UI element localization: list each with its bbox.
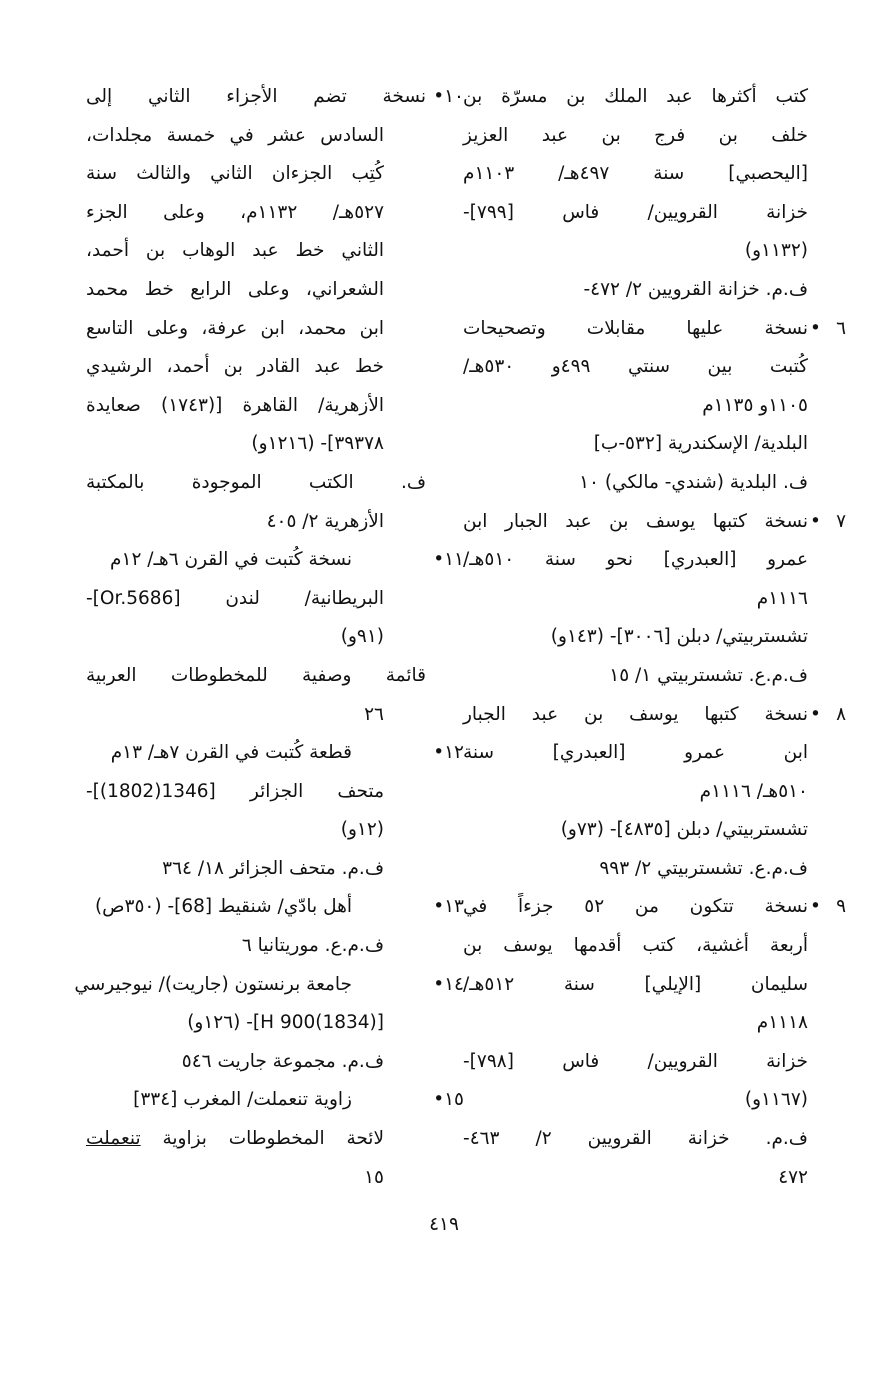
text-line — [463, 117, 808, 156]
text-line — [463, 1004, 808, 1043]
line-text: تشستربيتي/ دبلن [٣٠٠٦]- (١٤٣و) — [550, 626, 808, 648]
text-line — [463, 618, 808, 657]
line-text: ٢٦ — [364, 703, 384, 725]
text-line — [86, 348, 426, 387]
text-line — [463, 734, 808, 773]
line-text: كتب أكثرها عبد الملك بن مسرّة بن — [463, 86, 808, 107]
entry-number: ١٥• — [433, 1089, 464, 1111]
text-line — [463, 850, 808, 889]
line-text: ٣٩٣٧٨]- (١٢١٦و) — [251, 433, 384, 455]
line-text: جامعة برنستون (جاريت)/ نيوجيرسي — [74, 973, 352, 995]
text-line — [463, 78, 808, 117]
text-line — [86, 696, 426, 735]
line-text: (١١٦٧و) — [744, 1089, 808, 1111]
entry-number: ١٠• — [433, 86, 464, 107]
text-line — [86, 657, 426, 696]
line-text: ف.م. خزانة القرويين ٢/ ٤٦٣- — [463, 1128, 808, 1150]
text-line — [86, 734, 464, 773]
text-line — [86, 464, 426, 503]
line-text: الشعراني، وعلى الرابع خط محمد — [86, 278, 384, 300]
line-text: (١١٣٢و) — [744, 240, 808, 262]
text-line — [86, 541, 464, 580]
entry-number: ١١• — [433, 549, 464, 571]
line-text: كُتِب الجزءان الثاني والثالث سنة — [86, 163, 384, 185]
line-text: ف.م.ع. تشستربيتي ١/ ١٥ — [609, 664, 808, 686]
text-line — [463, 773, 808, 812]
line-text: تشستربيتي/ دبلن [٤٨٣٥]- (٧٣و) — [560, 819, 808, 841]
left-column — [74, 78, 464, 1197]
line-text: لائحة المخطوطات بزاوية — [140, 1128, 384, 1150]
line-text: ف. الكتب الموجودة بالمكتبة — [86, 471, 426, 493]
text-line — [86, 773, 426, 812]
line-text: خط عبد القادر بن أحمد، الرشيدي — [86, 356, 384, 378]
line-text: ف.م. مجموعة جاريت ٥٤٦ — [181, 1050, 384, 1072]
line-text: خزانة القرويين/ فاس [٧٩٩]- — [463, 201, 808, 223]
line-text: أهل بادّي/ شنقيط [68]- (٣٥٠ص) — [94, 896, 352, 918]
line-text: عمرو [العبدري] نحو سنة ٥١٠هـ/ — [463, 549, 808, 571]
text-line — [463, 271, 808, 310]
line-text: كُتبت بين سنتي ٤٩٩و ٥٣٠هـ/ — [463, 356, 808, 378]
text-line — [463, 464, 808, 503]
text-line — [86, 850, 426, 889]
line-text: نسخة كتبها يوسف بن عبد الجبار — [463, 703, 808, 725]
line-text: نسخة كُتبت في القرن ٦هـ/ ١٢م — [110, 549, 352, 571]
line-text: نسخة عليها مقابلات وتصحيحات — [463, 317, 808, 339]
text-line — [86, 155, 426, 194]
line-text: زاوية تنعملت/ المغرب [٣٣٤] — [133, 1089, 352, 1111]
entry-number: ٩ • — [810, 896, 846, 918]
entry-number: ١٣• — [433, 896, 464, 918]
line-text: ٤٧٢ — [778, 1166, 808, 1188]
page-number: ٤١٩ — [429, 1214, 459, 1235]
text-line — [463, 425, 808, 464]
text-line — [86, 232, 426, 271]
text-line — [86, 310, 426, 349]
text-line — [463, 657, 808, 696]
line-text: ١١١٨م — [756, 1012, 808, 1034]
text-line — [463, 503, 846, 542]
text-line — [463, 580, 808, 619]
line-text: السادس عشر في خمسة مجلدات، — [86, 124, 384, 146]
entry-number: ١٢• — [433, 742, 464, 764]
text-line — [463, 194, 808, 233]
right-column — [463, 78, 846, 1197]
line-text: نسخة تتكون من ٥٢ جزءاً في — [463, 896, 808, 918]
line-text: ٥١٠هـ/ ١١١٦م — [699, 780, 808, 802]
text-line — [86, 1081, 464, 1120]
text-line — [86, 580, 426, 619]
line-text: ف.م.ع. تشستربيتي ٢/ ٩٩٣ — [599, 857, 808, 879]
line-text: ١١٠٥و ١١٣٥م — [702, 394, 808, 416]
text-line — [86, 1043, 426, 1082]
line-text: الثاني خط عبد الوهاب بن أحمد، — [86, 240, 384, 262]
text-line — [86, 78, 464, 117]
line-text: قطعة كُتبت في القرن ٧هـ/ ١٣م — [110, 742, 352, 764]
text-line — [463, 541, 808, 580]
text-line — [86, 117, 426, 156]
text-line — [463, 232, 808, 271]
line-text: نسخة كتبها يوسف بن عبد الجبار ابن — [463, 510, 808, 532]
entry-number: ٨ • — [810, 703, 846, 725]
line-text: الأزهرية/ القاهرة [(١٧٤٣) صعايدة — [86, 394, 385, 416]
line-text: البلدية/ الإسكندرية [٥٣٢-ب] — [593, 433, 808, 455]
text-line — [463, 387, 808, 426]
text-line — [74, 966, 464, 1005]
line-text: أربعة أغشية، كتب أقدمها يوسف بن — [463, 935, 808, 957]
text-line — [463, 927, 808, 966]
underlined-text: تنعملت — [86, 1128, 141, 1150]
text-line — [463, 888, 846, 927]
text-line — [463, 696, 846, 735]
line-text: الأزهرية ٢/ ٤٠٥ — [266, 510, 384, 532]
line-text: سليمان [الإيلي] سنة ٥١٢هـ/ — [463, 973, 808, 995]
text-line — [86, 927, 426, 966]
line-text: متحف الجزائر [1346(1802)]- — [86, 780, 384, 802]
text-line — [86, 425, 426, 464]
text-line — [86, 1159, 426, 1198]
text-line — [463, 155, 808, 194]
text-line — [86, 503, 426, 542]
text-line — [86, 387, 426, 426]
line-text: ف.م. خزانة القرويين ٢/ ٤٧٢- — [583, 278, 808, 300]
text-line — [463, 1043, 808, 1082]
line-text: [H 900(1834)]- (١٢٦و) — [187, 1012, 384, 1034]
line-text: البريطانية/ لندن [Or.5686]- — [86, 587, 384, 609]
text-line — [86, 811, 426, 850]
line-text: خزانة القرويين/ فاس [٧٩٨]- — [463, 1050, 808, 1072]
line-text: خلف بن فرج بن عبد العزيز — [463, 124, 808, 146]
line-text: (١٢و) — [340, 819, 384, 841]
entry-number: ٧ • — [810, 510, 846, 532]
text-line — [463, 1081, 808, 1120]
entry-number: ١٤• — [433, 973, 464, 995]
text-line — [86, 618, 426, 657]
text-line — [86, 271, 426, 310]
line-text: ف.م.ع. موريتانيا ٦ — [241, 935, 384, 957]
line-text: قائمة وصفية للمخطوطات العربية — [86, 664, 426, 686]
line-text: ابن محمد، ابن عرفة، وعلى التاسع — [86, 317, 384, 339]
text-line — [463, 348, 808, 387]
text-line — [463, 811, 808, 850]
line-text: نسخة تضم الأجزاء الثاني إلى — [86, 86, 426, 107]
text-line — [86, 888, 464, 927]
text-line — [86, 1004, 426, 1043]
line-text: ف. البلدية (شندي- مالكي) ١٠ — [579, 471, 808, 493]
entry-number: ٦ • — [810, 317, 846, 339]
text-line — [463, 310, 846, 349]
text-line — [86, 194, 426, 233]
text-line — [463, 1159, 808, 1198]
line-text: [اليحصبي] سنة ٤٩٧هـ/ ١١٠٣م — [463, 163, 809, 185]
line-text: ف.م. متحف الجزائر ١٨/ ٣٦٤ — [162, 857, 384, 879]
line-text: ١٥ — [364, 1166, 384, 1188]
text-line — [463, 966, 808, 1005]
line-text: ابن عمرو [العبدري] سنة — [463, 742, 808, 764]
text-line — [86, 1120, 426, 1159]
text-line — [463, 1120, 808, 1159]
line-text: ١١١٦م — [756, 587, 808, 609]
line-text: ٥٢٧هـ/ ١١٣٢م، وعلى الجزء — [86, 201, 385, 223]
line-text: (٩١و) — [340, 626, 384, 648]
